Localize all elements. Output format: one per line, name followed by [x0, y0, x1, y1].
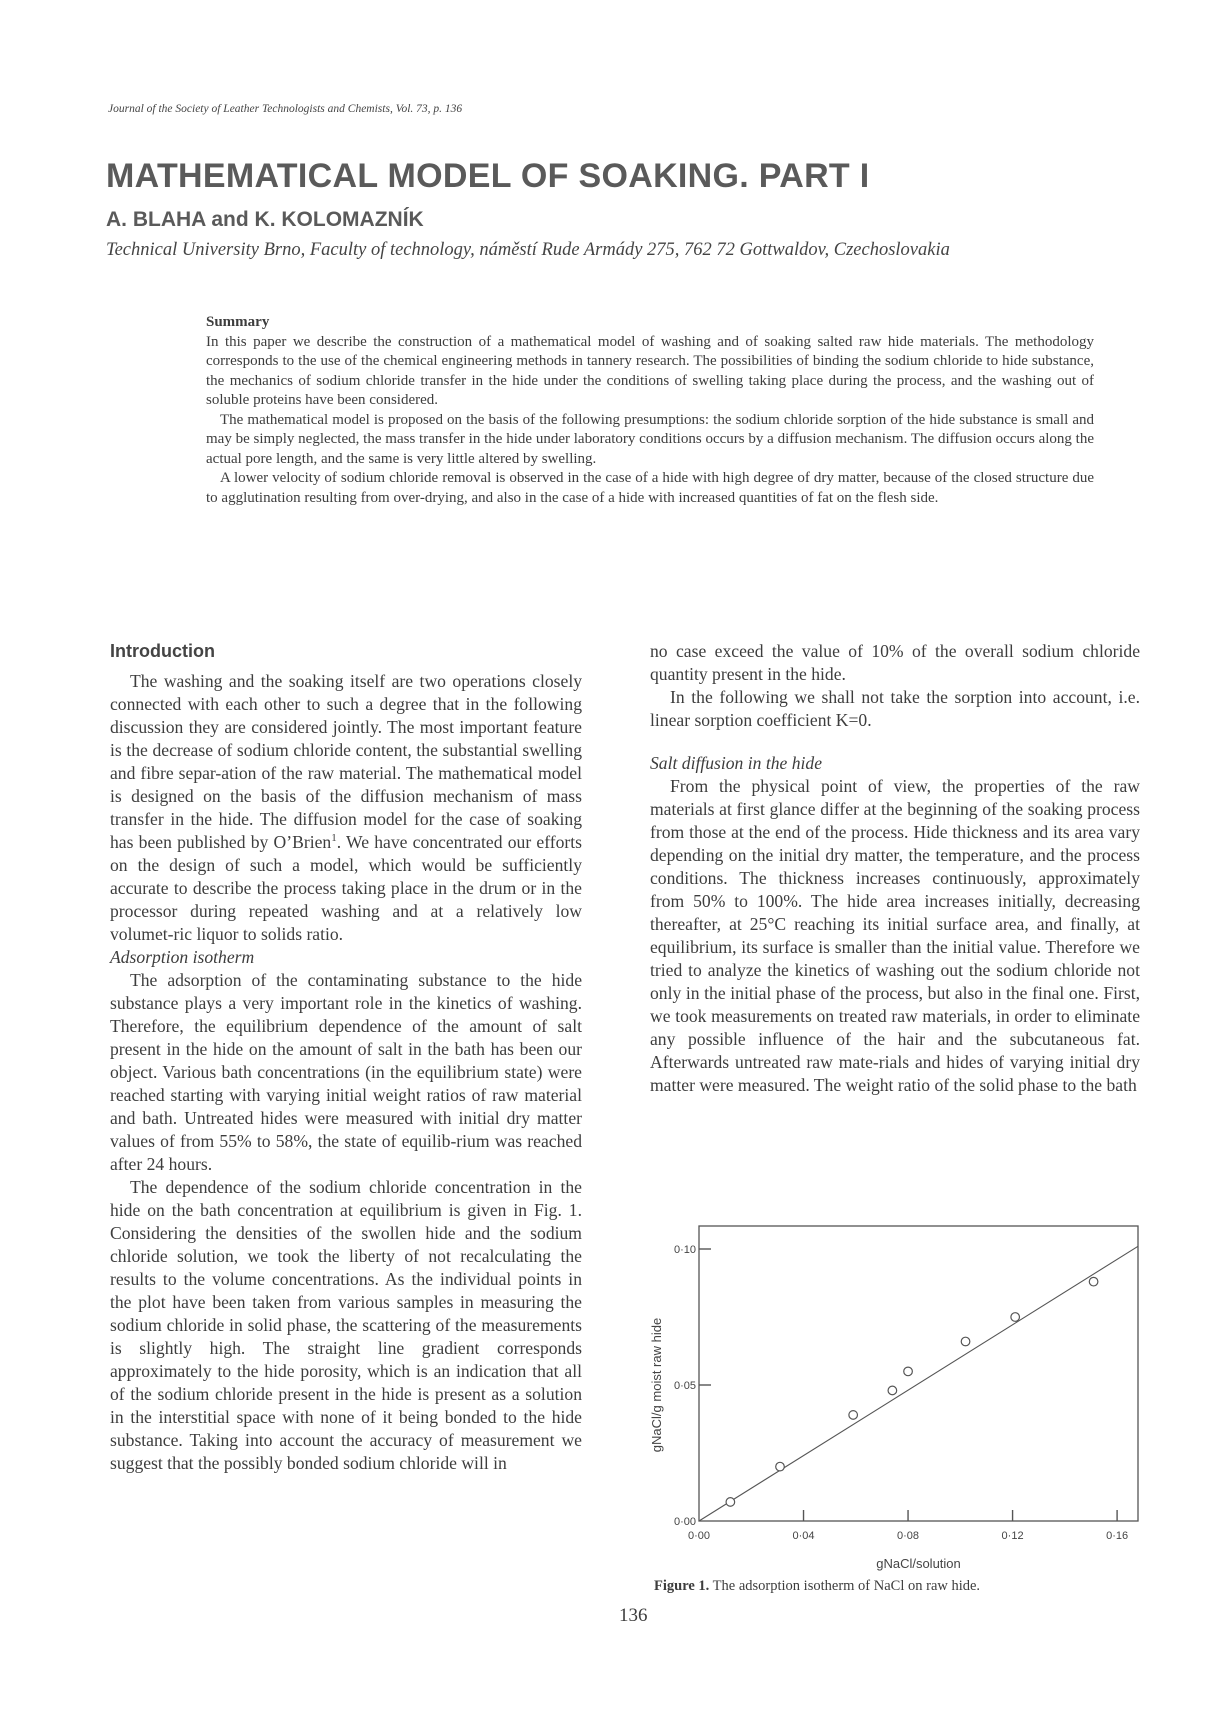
- fit-line: [699, 1246, 1138, 1521]
- data-point: [1089, 1277, 1098, 1286]
- x-tick-label: 0·00: [687, 1530, 711, 1542]
- data-point: [726, 1498, 735, 1507]
- right-column: [650, 640, 1140, 1097]
- plot-frame: [699, 1226, 1138, 1521]
- summary-paragraph: A lower velocity of sodium chloride removal is observed in the case of a hide with high degree of dry matter, because of the closed structure due to agglutination resulting from over-drying, and also in the case of a hide with increased quantities of fat on the flesh side.: [206, 470, 1094, 506]
- data-point: [776, 1462, 785, 1471]
- x-axis-label: gNaCl/solution: [876, 1556, 961, 1571]
- summary-paragraph: The mathematical model is proposed on the basis of the following presumptions: the sodium chloride sorption of the hide substance is small and may be simply neglected, the mass transfer in the hide under laboratory conditions occurs by a diffusion mechanism. The diffusion occurs along the actual pore length, and the same is very little altered by swelling.: [206, 411, 1094, 467]
- data-point: [904, 1367, 913, 1376]
- reference-marker[interactable]: 1: [331, 832, 337, 845]
- data-point: [849, 1411, 858, 1420]
- x-tick-label: 0·16: [1106, 1530, 1129, 1542]
- y-axis-label: gNaCl/g moist raw hide: [649, 1317, 664, 1453]
- salt-diffusion-paragraph: From the physical point of view, the properties of the raw materials at first glance differ at the beginning of the soaking process from those at the end of the process. Hide thickness and its area vary depending on the initial dry matter, the temperature, and the process conditions. The thickness increases continuously, approximately from 50% to 100%. The hide area increases initially, decreasing thereafter, at 25°C reaching its initial surface area, and finally, at equilibrium, its surface is smaller than the initial value. Therefore we tried to analyze the kinetics of washing out the sodium chloride not only in the initial phase of the process, but also in the final one. First, we took measurements on treated raw materials, in order to eliminate any possible influence of the hair and the subcutaneous fat. Afterwards untreated raw mate-rials and hides of varying initial dry matter were measured. The weight ratio of the solid phase to the bath: [650, 776, 1140, 1095]
- paper-title: MATHEMATICAL MODEL OF SOAKING. PART I: [106, 157, 870, 195]
- affiliation: Technical University Brno, Faculty of technology, náměstí Rude Armády 275, 762 72 Gottwaldov, Czechoslovakia: [106, 240, 950, 260]
- summary-paragraph: In this paper we describe the construction of a mathematical model of washing and of soaking salted raw hide materials. The methodology corresponds to the use of the chemical engineering methods in tannery research. The possibilities of binding the sodium chloride to hide substance, the mechanics of sodium chloride transfer in the hide under the conditions of swelling taking place during the process, and the washing out of soluble proteins have been considered.: [206, 333, 1094, 408]
- introduction-paragraph: [110, 670, 582, 946]
- y-tick-label: 0·00: [673, 1516, 696, 1528]
- y-tick-label: 0·05: [673, 1380, 696, 1392]
- figure-1-chart: [620, 1225, 1160, 1571]
- adsorption-paragraph: The adsorption of the contaminating substance to the hide substance plays a very important role in the kinetics of washing. Therefore, the equilibrium dependence of the amount of salt present in the hide on the amount of salt in the bath has been our object. Various bath concentrations (in the equilibrium state) were reached starting with varying initial weight ratios of raw material and bath. Untreated hides were measured with initial dry matter values of from 55% to 58%, the state of equilib-rium was reached after 24 hours.: [110, 970, 582, 1174]
- summary-heading: Summary: [206, 314, 270, 330]
- introduction-heading: Introduction: [110, 641, 215, 661]
- journal-header: Journal of the Society of Leather Technologists and Chemists, Vol. 73, p. 136: [108, 103, 463, 115]
- text-span: . We have concentrated our efforts on the design of such a model, which would be sufficiently accurate to describe the process taking place in the drum or in the processor during repeated washing and at a relatively low volumet-ric liquor to solids ratio.: [110, 832, 583, 944]
- text-span: The washing and the soaking itself are two operations closely connected with each other to such a degree that in the following discussion they are considered jointly. The most important feature is the decrease of sodium chloride content, the substantial swelling and fibre separ-ation of the raw material. The mathematical model is designed on the basis of the diffusion mechanism of mass transfer in the hide. The diffusion model for the case of soaking has been published by O’Brien: [110, 671, 582, 852]
- caption-label: Figure 1.: [654, 1578, 710, 1594]
- salt-diffusion-heading: Salt diffusion in the hide: [650, 753, 823, 773]
- adsorption-paragraph: The dependence of the sodium chloride concentration in the hide on the bath concentration at equilibrium is given in Fig. 1. Considering the densities of the swollen hide and the sodium chloride solution, we took the liberty of not recalculating the results to the volume concentrations. As the individual points in the plot have been taken from various samples in measuring the sodium chloride in solid phase, the scattering of the measurements is slightly high. The straight line gradient corresponds approximately to the hide porosity, which is an indication that all of the sodium chloride present in the hide is present as a solution in the interstitial space with none of it being bonded to the hide substance. Taking into account the accuracy of measurement we suggest that the possibly bonded sodium chloride will in: [110, 1177, 582, 1473]
- page-number: 136: [619, 1605, 648, 1626]
- summary-section: [206, 313, 1094, 508]
- figure-caption: [654, 1578, 980, 1595]
- x-tick-label: 0·12: [1001, 1530, 1024, 1542]
- adsorption-heading: Adsorption isotherm: [110, 947, 255, 967]
- left-column: [110, 640, 582, 1475]
- data-point: [1011, 1313, 1020, 1322]
- caption-text: The adsorption isotherm of NaCl on raw hide.: [709, 1578, 981, 1594]
- x-tick-label: 0·08: [897, 1530, 920, 1542]
- adsorption-paragraph: In the following we shall not take the sorption into account, i.e. linear sorption coefficient K=0.: [650, 687, 1140, 730]
- data-point: [961, 1337, 970, 1346]
- y-tick-label: 0·10: [673, 1244, 696, 1256]
- data-point: [888, 1386, 897, 1395]
- x-tick-label: 0·04: [792, 1530, 815, 1542]
- adsorption-paragraph: no case exceed the value of 10% of the overall sodium chloride quantity present in the hide.: [650, 641, 1140, 684]
- authors: A. BLAHA and K. KOLOMAZNÍK: [106, 208, 424, 231]
- chart-plot-area: [649, 1226, 1138, 1571]
